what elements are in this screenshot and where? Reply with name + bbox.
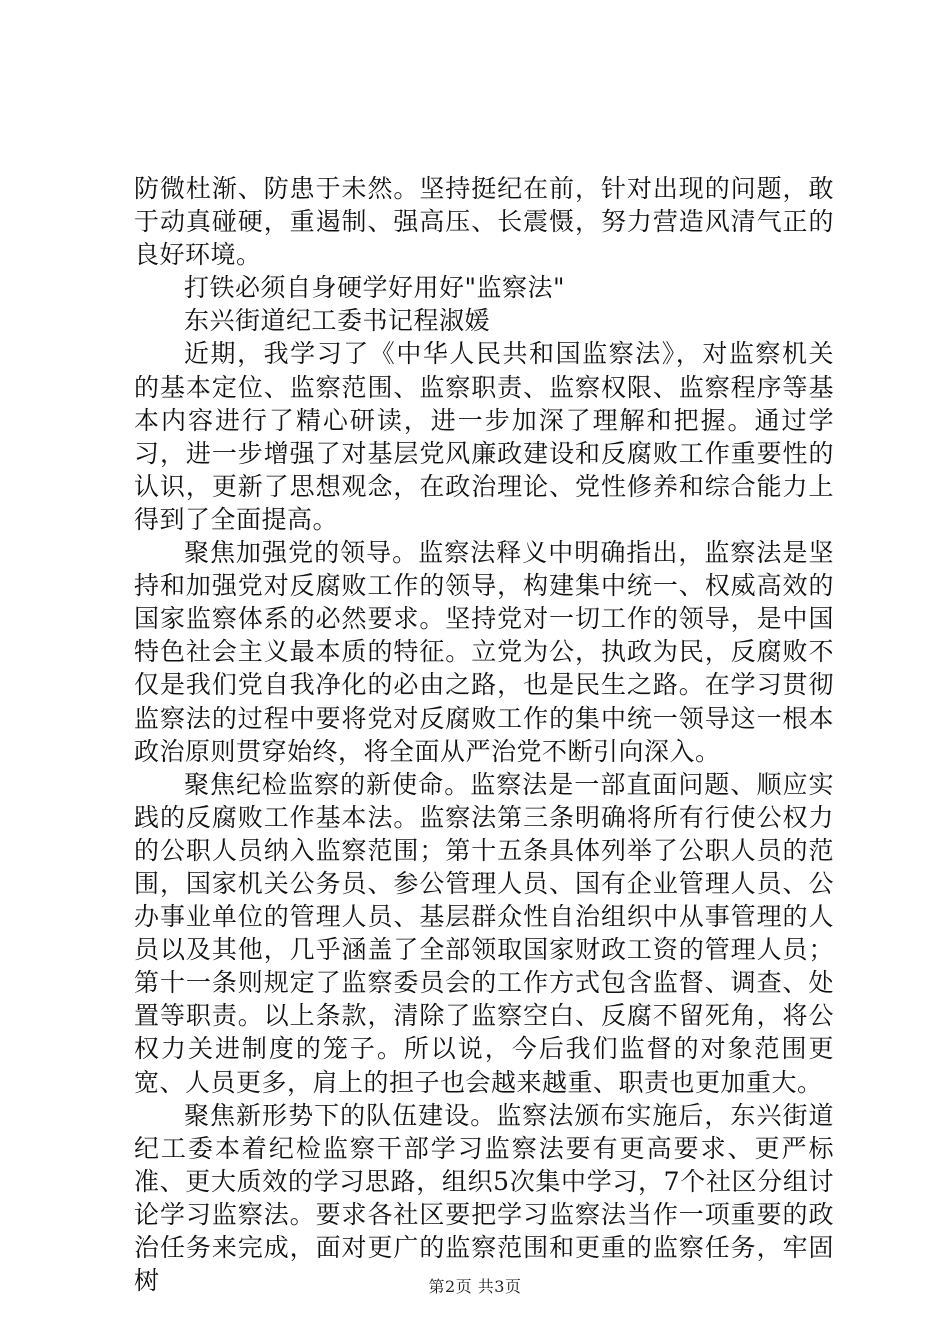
document-body <box>134 172 834 1297</box>
paragraph-2-heading: 打铁必须自身硬学好用好"监察法" <box>184 273 565 303</box>
paragraph-1: 防微杜渐、防患于未然。坚持挺纪在前，针对出现的问题，敢于动真碰硬，重遏制、强高压、长震慑，努力营造风清气正的良好环境。 <box>134 174 834 270</box>
paragraph-6: 聚焦纪检监察的新使命。监察法是一部直面问题、顺应实践的反腐败工作基本法。监察法第三条明确将所有行使公权力的公职人员纳入监察范围；第十五条具体列举了公职人员的范围，国家机关公务员、参公管理人员、国有企业管理人员、公办事业单位的管理人员、基层群众性自治组织中从事管理的人员以及其他，几乎涵盖了全部领取国家财政工资的管理人员；第十一条则规定了监察委员会的工作方式包含监督、调查、处置等职责。以上条款，清除了监察空白、反腐不留死角，将公权力关进制度的笼子。所以说，今后我们监督的对象范围更宽、人员更多，肩上的担子也会越来越重、职责也更加重大。 <box>134 769 834 1097</box>
paragraph-7: 聚焦新形势下的队伍建设。监察法颁布实施后，东兴街道纪工委本着纪检监察干部学习监察法要有更高要求、更严标准、更大质效的学习思路，组织5次集中学习，7个社区分组讨论学习监察法。要求各社区要把学习监察法当作一项重要的政治任务来完成，面对更广的监察范围和更重的监察任务，牢固树 <box>134 1100 834 1296</box>
paragraph-3-author: 东兴街道纪工委书记程淑媛 <box>184 306 491 336</box>
paragraph-4: 近期，我学习了《中华人民共和国监察法》，对监察机关的基本定位、监察范围、监察职责、监察权限、监察程序等基本内容进行了精心研读，进一步加深了理解和把握。通过学习，进一步增强了对基层党风廉政建设和反腐败工作重要性的认识，更新了思想观念，在政治理论、党性修养和综合能力上得到了全面提高。 <box>134 339 834 534</box>
page-number-footer: 第2页 共3页 <box>428 1277 522 1296</box>
paragraph-5: 聚焦加强党的领导。监察法释义中明确指出，监察法是坚持和加强党对反腐败工作的领导，构建集中统一、权威高效的国家监察体系的必然要求。坚持党对一切工作的领导，是中国特色社会主义最本质的特征。立党为公，执政为民，反腐败不仅是我们党自我净化的必由之路，也是民生之路。在学习贯彻监察法的过程中要将党对反腐败工作的集中统一领导这一根本政治原则贯穿始终，将全面从严治党不断引向深入。 <box>134 538 834 766</box>
